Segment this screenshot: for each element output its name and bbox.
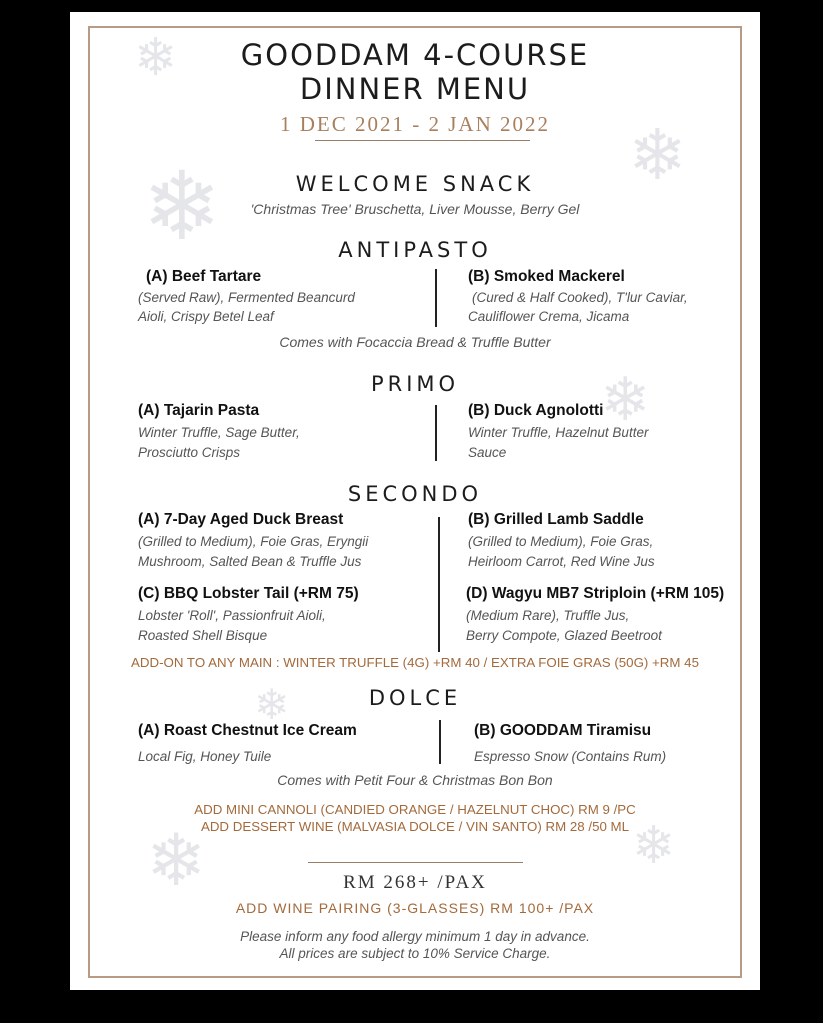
secondo-b-desc1: (Grilled to Medium), Foie Gras, <box>468 534 654 549</box>
primo-divider <box>435 405 437 461</box>
antipasto-a-desc2: Aioli, Crispy Betel Leaf <box>138 309 274 324</box>
antipasto-heading: ANTIPASTO <box>338 238 492 262</box>
snowflake-icon: ❄ <box>632 816 676 876</box>
snowflake-icon: ❄ <box>146 818 207 902</box>
secondo-heading: SECONDO <box>347 482 483 506</box>
primo-b-desc2: Sauce <box>468 445 507 460</box>
snowflake-icon: ❄ <box>600 365 651 435</box>
allergy-note: Please inform any food allergy minimum 1 day in advance. <box>240 929 590 944</box>
secondo-c-name: (C) BBQ Lobster Tail (+RM 75) <box>138 585 359 602</box>
title-line-1: GOODDAM 4-COURSE <box>240 38 590 72</box>
antipasto-a-desc1: (Served Raw), Fermented Beancurd <box>138 290 355 305</box>
snowflake-icon: ❄ <box>134 28 178 88</box>
primo-heading: PRIMO <box>370 372 460 396</box>
secondo-c-desc2: Roasted Shell Bisque <box>138 628 268 643</box>
snowflake-icon: ❄ <box>142 152 222 262</box>
welcome-desc: 'Christmas Tree' Bruschetta, Liver Mousse, Berry Gel <box>250 201 580 217</box>
dolce-b-name: (B) GOODDAM Tiramisu <box>474 722 652 739</box>
primo-b-name: (B) Duck Agnolotti <box>468 402 604 419</box>
snowflake-icon: ❄ <box>628 114 687 196</box>
dolce-heading: DOLCE <box>368 686 462 710</box>
dolce-b-desc1: Espresso Snow (Contains Rum) <box>474 749 667 764</box>
secondo-a-desc1: (Grilled to Medium), Foie Gras, Eryngii <box>138 534 369 549</box>
date-range: 1 DEC 2021 - 2 JAN 2022 <box>280 112 550 136</box>
antipasto-b-name: (B) Smoked Mackerel <box>468 268 625 285</box>
primo-a-desc2: Prosciutto Crisps <box>138 445 241 460</box>
welcome-heading: WELCOME SNACK <box>295 172 535 196</box>
dolce-note: Comes with Petit Four & Christmas Bon Bon <box>277 772 553 788</box>
primo-a-name: (A) Tajarin Pasta <box>138 402 260 419</box>
dolce-a-desc1: Local Fig, Honey Tuile <box>138 749 272 764</box>
secondo-b-name: (B) Grilled Lamb Saddle <box>468 511 644 528</box>
snowflake-icon: ❄ <box>254 680 290 729</box>
secondo-addon: ADD-ON TO ANY MAIN : WINTER TRUFFLE (4G) +RM 40 / EXTRA FOIE GRAS (50G) +RM 45 <box>131 655 699 670</box>
menu-sheet <box>70 12 760 990</box>
antipasto-b-desc2: Cauliflower Crema, Jicama <box>468 309 630 324</box>
secondo-a-name: (A) 7-Day Aged Duck Breast <box>138 511 344 528</box>
dolce-addon-cannoli: ADD MINI CANNOLI (CANDIED ORANGE / HAZELNUT CHOC) RM 9 /PC <box>194 802 636 817</box>
secondo-d-desc2: Berry Compote, Glazed Beetroot <box>466 628 662 643</box>
header-divider <box>315 140 530 141</box>
secondo-d-name: (D) Wagyu MB7 Striploin (+RM 105) <box>466 585 725 602</box>
secondo-a-desc2: Mushroom, Salted Bean & Truffle Jus <box>138 554 362 569</box>
service-charge-note: All prices are subject to 10% Service Charge. <box>279 946 551 961</box>
antipasto-b-desc1: (Cured & Half Cooked), T'lur Caviar, <box>472 290 688 305</box>
dolce-addon-wine: ADD DESSERT WINE (MALVASIA DOLCE / VIN SANTO) RM 28 /50 ML <box>200 819 630 834</box>
secondo-b-desc2: Heirloom Carrot, Red Wine Jus <box>468 554 655 569</box>
footer-divider <box>308 862 523 863</box>
dolce-divider <box>439 720 441 764</box>
price-per-pax: RM 268+ /PAX <box>343 872 487 893</box>
dolce-a-name: (A) Roast Chestnut Ice Cream <box>138 722 357 739</box>
primo-b-desc1: Winter Truffle, Hazelnut Butter <box>468 425 649 440</box>
antipasto-divider <box>435 269 437 327</box>
primo-a-desc1: Winter Truffle, Sage Butter, <box>138 425 300 440</box>
secondo-divider <box>438 517 440 652</box>
secondo-c-desc1: Lobster 'Roll', Passionfruit Aioli, <box>138 608 326 623</box>
title-line-2: DINNER MENU <box>299 72 531 106</box>
secondo-d-desc1: (Medium Rare), Truffle Jus, <box>466 608 630 623</box>
wine-pairing: ADD WINE PAIRING (3-GLASSES) RM 100+ /PAX <box>235 900 595 916</box>
antipasto-note: Comes with Focaccia Bread & Truffle Butter <box>279 334 551 350</box>
antipasto-a-name: (A) Beef Tartare <box>146 268 262 285</box>
